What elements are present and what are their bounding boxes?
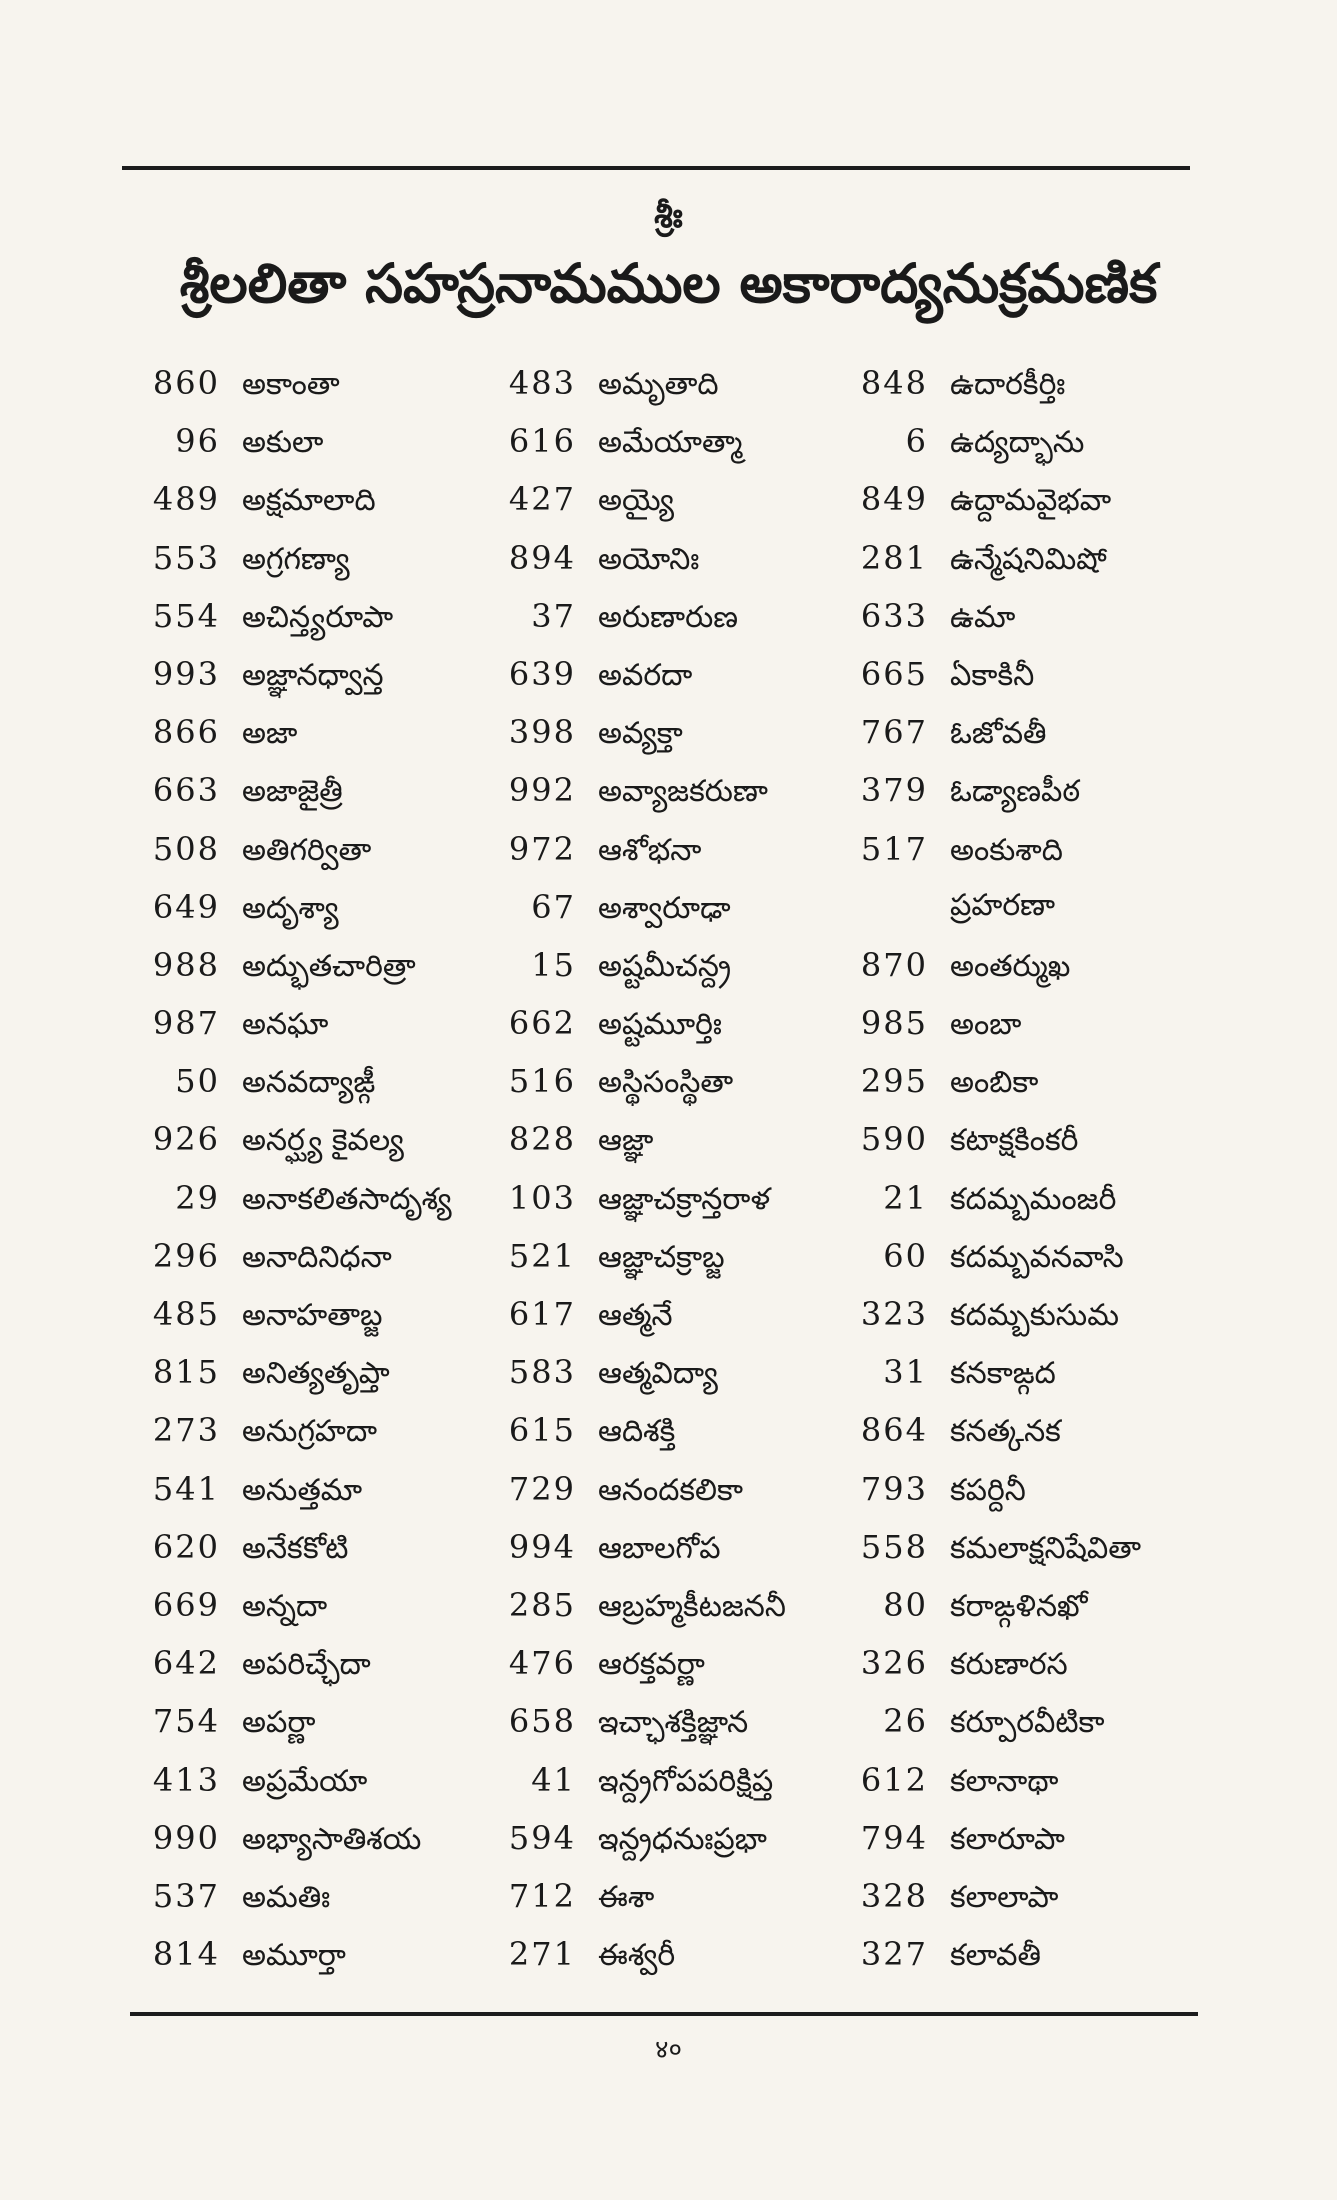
page-number: ४० <box>654 2035 683 2065</box>
entry-name: ఆబాలగోప <box>598 1530 721 1566</box>
entry-number: 992 <box>508 771 576 810</box>
index-entry <box>140 1295 452 1353</box>
entry-name: అన్నదా <box>242 1588 328 1624</box>
entry-number: 642 <box>152 1644 220 1683</box>
entry-name: అపర్ణా <box>242 1705 316 1741</box>
index-entry <box>848 422 1141 480</box>
entry-name: అంబికా <box>950 1065 1039 1101</box>
index-entry <box>496 946 786 1004</box>
entry-number: 894 <box>508 538 576 577</box>
index-entry <box>496 1237 786 1295</box>
entry-name: అంకుశాది <box>950 832 1063 868</box>
index-entry <box>848 480 1141 538</box>
entry-number: 31 <box>883 1353 928 1392</box>
entry-number: 866 <box>152 713 220 752</box>
entry-name: ఏకాకినీ <box>950 657 1035 693</box>
entry-number: 485 <box>152 1295 220 1333</box>
index-entry <box>140 1586 452 1644</box>
index-entry <box>140 1120 452 1178</box>
entry-number: 516 <box>508 1062 576 1101</box>
entry-name: అమృతాది <box>598 367 719 402</box>
index-entry <box>140 1702 452 1760</box>
index-entry <box>848 888 1141 946</box>
entry-number: 326 <box>860 1644 928 1683</box>
entry-number: 285 <box>508 1585 576 1624</box>
entry-name: కరుణారస <box>950 1647 1068 1683</box>
index-entry <box>140 1353 452 1411</box>
index-entry <box>496 1120 786 1178</box>
entry-name: ఉద్దామవైభవా <box>950 483 1112 519</box>
entry-name: అభ్యాసాతిశయ <box>242 1821 422 1857</box>
index-entry <box>496 1586 786 1644</box>
entry-name: ఆరక్తవర్ణా <box>598 1647 705 1683</box>
entry-number: 993 <box>152 654 220 693</box>
index-column-1 <box>140 364 452 1993</box>
entry-number: 323 <box>860 1295 928 1333</box>
index-entry <box>496 1761 786 1819</box>
entry-name: అనుత్తమా <box>242 1472 363 1508</box>
index-entry <box>140 1062 452 1120</box>
index-entry <box>140 888 452 946</box>
entry-number: 633 <box>860 596 928 635</box>
index-entry <box>848 1528 1141 1586</box>
entry-name: అష్టమీచన్ద్ర <box>598 948 732 984</box>
index-entry <box>140 1237 452 1295</box>
entry-number: 26 <box>883 1702 928 1741</box>
entry-name: అరుణారుణ <box>598 599 739 635</box>
entry-number: 849 <box>860 480 928 519</box>
index-entry <box>848 1237 1141 1295</box>
entry-name: ఆదిశక్తి <box>598 1414 676 1450</box>
entry-number: 583 <box>508 1353 576 1392</box>
entry-name: ఓజోవతీ <box>950 716 1047 752</box>
index-entry <box>848 1644 1141 1702</box>
entry-number: 558 <box>860 1527 928 1566</box>
entry-name: కనకాఙ్గద <box>950 1356 1056 1392</box>
entry-number: 521 <box>508 1236 576 1275</box>
entry-number: 864 <box>860 1411 928 1450</box>
entry-number: 793 <box>860 1469 928 1508</box>
entry-number: 50 <box>175 1062 220 1101</box>
entry-name: అయ్యై <box>598 483 674 519</box>
entry-number: 15 <box>531 945 576 984</box>
index-entry <box>848 1935 1141 1993</box>
index-entry <box>140 364 452 422</box>
index-entry <box>140 480 452 538</box>
entry-number: 828 <box>508 1120 576 1159</box>
entry-name: అమేయాత్మా <box>598 425 743 461</box>
entry-name: కలారూపా <box>950 1821 1065 1857</box>
index-entry <box>140 946 452 1004</box>
entry-name: అవ్యక్తా <box>598 716 683 752</box>
entry-number: 860 <box>152 364 220 402</box>
entry-name: ఈశ్వరీ <box>598 1938 676 1974</box>
entry-number: 483 <box>508 364 576 402</box>
invocation: శ్రీః <box>654 196 683 236</box>
index-entry <box>848 1761 1141 1819</box>
entry-name: అనాకలితసాదృశ్య <box>242 1181 452 1217</box>
entry-name: అజా <box>242 716 298 752</box>
entry-number: 554 <box>152 596 220 635</box>
index-entry <box>496 1702 786 1760</box>
index-entry <box>496 1470 786 1528</box>
index-entry <box>848 1179 1141 1237</box>
index-entry <box>140 1761 452 1819</box>
entry-name: అనవద్యాఙ్గీ <box>242 1065 376 1101</box>
index-entry <box>496 1062 786 1120</box>
index-entry <box>848 1295 1141 1353</box>
index-entry <box>496 1295 786 1353</box>
index-entry <box>140 1935 452 1993</box>
entry-name: కలానాథా <box>950 1763 1059 1799</box>
index-entry <box>848 1353 1141 1411</box>
index-entry <box>496 771 786 829</box>
bottom-rule <box>130 2012 1198 2016</box>
entry-number: 541 <box>152 1469 220 1508</box>
index-entry <box>140 713 452 771</box>
entry-number: 398 <box>508 713 576 752</box>
entry-number: 553 <box>152 538 220 577</box>
entry-name: కపర్దినీ <box>950 1472 1026 1508</box>
entry-number: 281 <box>860 538 928 577</box>
entry-name: కదమ్బకుసుమ <box>950 1298 1119 1333</box>
entry-name: అదృశ్యా <box>242 890 339 926</box>
entry-number: 617 <box>508 1295 576 1333</box>
entry-number: 103 <box>508 1178 576 1217</box>
index-entry <box>848 1411 1141 1469</box>
entry-number: 537 <box>152 1876 220 1915</box>
entry-number: 296 <box>152 1236 220 1275</box>
entry-number: 926 <box>152 1120 220 1159</box>
index-entry <box>848 655 1141 713</box>
entry-name: కదమ్బవనవాసి <box>950 1239 1124 1275</box>
index-entry <box>496 830 786 888</box>
index-entry <box>140 1179 452 1237</box>
entry-number: 815 <box>152 1353 220 1392</box>
index-entry <box>848 1702 1141 1760</box>
entry-name: ఆబ్రహ్మకీటజననీ <box>598 1588 786 1624</box>
entry-number: 612 <box>860 1760 928 1799</box>
entry-name: అనేకకోటి <box>242 1530 349 1566</box>
entry-name: కలాలాపా <box>950 1879 1059 1915</box>
entry-name: అంబా <box>950 1007 1022 1043</box>
entry-number: 517 <box>860 829 928 868</box>
entry-number: 814 <box>152 1935 220 1974</box>
entry-name: అపరిచ్ఛేదా <box>242 1647 371 1683</box>
page-title: శ్రీలలితా సహస్రనామముల అకారాద్యనుక్రమణిక <box>179 252 1158 315</box>
entry-number: 41 <box>531 1760 576 1799</box>
index-entry <box>848 539 1141 597</box>
entry-number: 663 <box>152 771 220 810</box>
index-entry <box>848 1062 1141 1120</box>
index-entry <box>848 830 1141 888</box>
entry-number: 990 <box>152 1818 220 1857</box>
entry-number: 29 <box>175 1178 220 1217</box>
entry-name: ప్రహరణా <box>950 887 1056 923</box>
entry-name: అగ్రగణ్యా <box>242 541 350 577</box>
entry-number: 729 <box>508 1469 576 1508</box>
index-entry <box>140 1528 452 1586</box>
index-entry <box>496 888 786 946</box>
index-entry <box>140 655 452 713</box>
entry-number: 594 <box>508 1818 576 1857</box>
index-entry <box>848 946 1141 1004</box>
index-column-3 <box>848 364 1141 1993</box>
entry-name: ఆత్మవిద్యా <box>598 1356 718 1392</box>
index-entry <box>848 1004 1141 1062</box>
entry-name: అక్షమాలాది <box>242 483 376 519</box>
entry-number: 712 <box>508 1876 576 1915</box>
entry-number: 327 <box>860 1935 928 1974</box>
entry-number: 273 <box>152 1411 220 1450</box>
entry-name: అయోనిః <box>598 541 700 577</box>
entry-name: ఈశా <box>598 1879 655 1915</box>
entry-name: అనాహతాబ్జ <box>242 1298 383 1333</box>
entry-name: అస్థిసంస్థితా <box>598 1065 734 1101</box>
entry-name: అవ్యాజకరుణా <box>598 774 768 810</box>
entry-number: 665 <box>860 654 928 693</box>
entry-name: అశ్వారూఢా <box>598 890 731 926</box>
entry-number: 379 <box>860 771 928 810</box>
entry-number: 987 <box>152 1004 220 1043</box>
entry-number: 37 <box>531 596 576 635</box>
entry-number: 80 <box>883 1585 928 1624</box>
entry-name: కదమ్బమంజరీ <box>950 1181 1117 1217</box>
entry-number: 794 <box>860 1818 928 1857</box>
entry-name: ఉమా <box>950 599 1016 635</box>
entry-name: అనిత్యతృప్తా <box>242 1356 390 1392</box>
entry-name: కటాక్షకింకరీ <box>950 1123 1079 1159</box>
index-entry <box>140 422 452 480</box>
entry-number: 848 <box>860 364 928 402</box>
index-entry <box>140 539 452 597</box>
index-entry <box>496 480 786 538</box>
entry-name: అద్భుతచారిత్రా <box>242 948 416 984</box>
entry-name: అజాజైత్రీ <box>242 774 343 810</box>
entry-name: ఇచ్ఛాశక్తిజ్ఞాన <box>598 1705 749 1741</box>
entry-number: 616 <box>508 422 576 461</box>
entry-number: 328 <box>860 1876 928 1915</box>
entry-number: 994 <box>508 1527 576 1566</box>
index-entry <box>496 713 786 771</box>
index-entry <box>848 597 1141 655</box>
entry-number: 271 <box>508 1935 576 1974</box>
entry-number: 590 <box>860 1120 928 1159</box>
index-entry <box>848 1470 1141 1528</box>
entry-number: 972 <box>508 829 576 868</box>
entry-number: 754 <box>152 1702 220 1741</box>
entry-name: అప్రమేయా <box>242 1763 368 1799</box>
index-entry <box>848 1877 1141 1935</box>
entry-name: ఓడ్యాణపీఠ <box>950 774 1081 810</box>
index-entry <box>496 364 786 422</box>
index-entry <box>496 1179 786 1237</box>
entry-name: అకులా <box>242 425 324 461</box>
entry-name: కర్పూరవీటికా <box>950 1705 1105 1741</box>
index-entry <box>496 655 786 713</box>
entry-name: ఉన్మేషనిమిషో <box>950 541 1107 577</box>
entry-name: ఉదారకీర్తిః <box>950 367 1066 402</box>
index-entry <box>848 713 1141 771</box>
entry-name: ఆశోభనా <box>598 832 702 868</box>
entry-name: అజ్ఞానధ్వాన్త <box>242 657 384 693</box>
index-entry <box>496 597 786 655</box>
index-entry <box>848 1586 1141 1644</box>
entry-number: 21 <box>883 1178 928 1217</box>
index-entry <box>848 1120 1141 1178</box>
entry-name: ఆజ్ఞా <box>598 1123 654 1159</box>
index-entry <box>496 1353 786 1411</box>
entry-number: 508 <box>152 829 220 868</box>
index-entry <box>140 771 452 829</box>
entry-name: ఇన్ద్రగోపపరిక్షిప్త <box>598 1763 774 1799</box>
index-entry <box>496 1644 786 1702</box>
entry-number: 620 <box>152 1527 220 1566</box>
index-entry <box>848 1819 1141 1877</box>
entry-number: 615 <box>508 1411 576 1450</box>
index-entry <box>140 1644 452 1702</box>
index-entry <box>496 539 786 597</box>
index-column-2 <box>496 364 786 1993</box>
entry-number: 413 <box>152 1760 220 1799</box>
entry-name: అనుగ్రహదా <box>242 1414 378 1450</box>
entry-name: ఆజ్ఞాచక్రాన్తరాళ <box>598 1181 771 1217</box>
index-entry <box>496 1411 786 1469</box>
entry-number: 870 <box>860 945 928 984</box>
entry-number: 96 <box>175 422 220 461</box>
entry-name: ఉద్యద్భాను <box>950 425 1085 461</box>
entry-number: 6 <box>905 422 928 461</box>
entry-name: అకాంతా <box>242 367 340 402</box>
index-entry <box>140 1819 452 1877</box>
index-entry <box>140 830 452 888</box>
entry-name: అంతర్ముఖ <box>950 948 1071 984</box>
entry-number: 489 <box>152 480 220 519</box>
entry-name: అనఘా <box>242 1007 329 1043</box>
index-entry <box>496 1004 786 1062</box>
entry-name: అచిన్త్యరూపా <box>242 599 394 635</box>
entry-number: 60 <box>883 1236 928 1275</box>
entry-name: అనర్ఘ్య కైవల్య <box>242 1123 404 1159</box>
entry-number: 649 <box>152 887 220 926</box>
entry-number: 67 <box>531 887 576 926</box>
entry-number: 988 <box>152 945 220 984</box>
index-entry <box>496 1819 786 1877</box>
index-entry <box>848 364 1141 422</box>
index-entry <box>496 1877 786 1935</box>
entry-name: అమతిః <box>242 1879 331 1915</box>
index-entry <box>140 1411 452 1469</box>
index-entry <box>140 1877 452 1935</box>
entry-name: కరాఙ్గళినఖో <box>950 1588 1088 1624</box>
entry-number: 658 <box>508 1702 576 1741</box>
index-entry <box>140 1004 452 1062</box>
index-entry <box>848 771 1141 829</box>
entry-number: 985 <box>860 1004 928 1043</box>
index-entry <box>140 597 452 655</box>
entry-name: ఆత్మనే <box>598 1298 673 1333</box>
entry-name: అవరదా <box>598 657 693 693</box>
entry-name: కనత్కనక <box>950 1414 1061 1450</box>
entry-name: అమూర్తా <box>242 1938 346 1974</box>
entry-name: ఇన్ద్రధనుఃప్రభా <box>598 1821 767 1857</box>
entry-name: అష్టమూర్తిః <box>598 1007 722 1043</box>
entry-name: కలావతీ <box>950 1938 1041 1974</box>
entry-number: 476 <box>508 1644 576 1683</box>
entry-name: కమలాక్షనిషేవితా <box>950 1530 1142 1566</box>
entry-number: 427 <box>508 480 576 519</box>
entry-name: ఆనందకలికా <box>598 1472 744 1508</box>
top-rule <box>122 166 1190 170</box>
entry-name: అతిగర్వితా <box>242 832 372 868</box>
index-entry <box>140 1470 452 1528</box>
index-entry <box>496 1528 786 1586</box>
entry-number: 662 <box>508 1004 576 1043</box>
index-entry <box>496 422 786 480</box>
entry-name: అనాదినిధనా <box>242 1239 392 1275</box>
entry-number: 639 <box>508 654 576 693</box>
entry-number: 669 <box>152 1585 220 1624</box>
entry-number: 767 <box>860 713 928 752</box>
entry-number: 295 <box>860 1062 928 1101</box>
entry-name: ఆజ్ఞాచక్రాబ్జ <box>598 1239 725 1275</box>
index-entry <box>496 1935 786 1993</box>
